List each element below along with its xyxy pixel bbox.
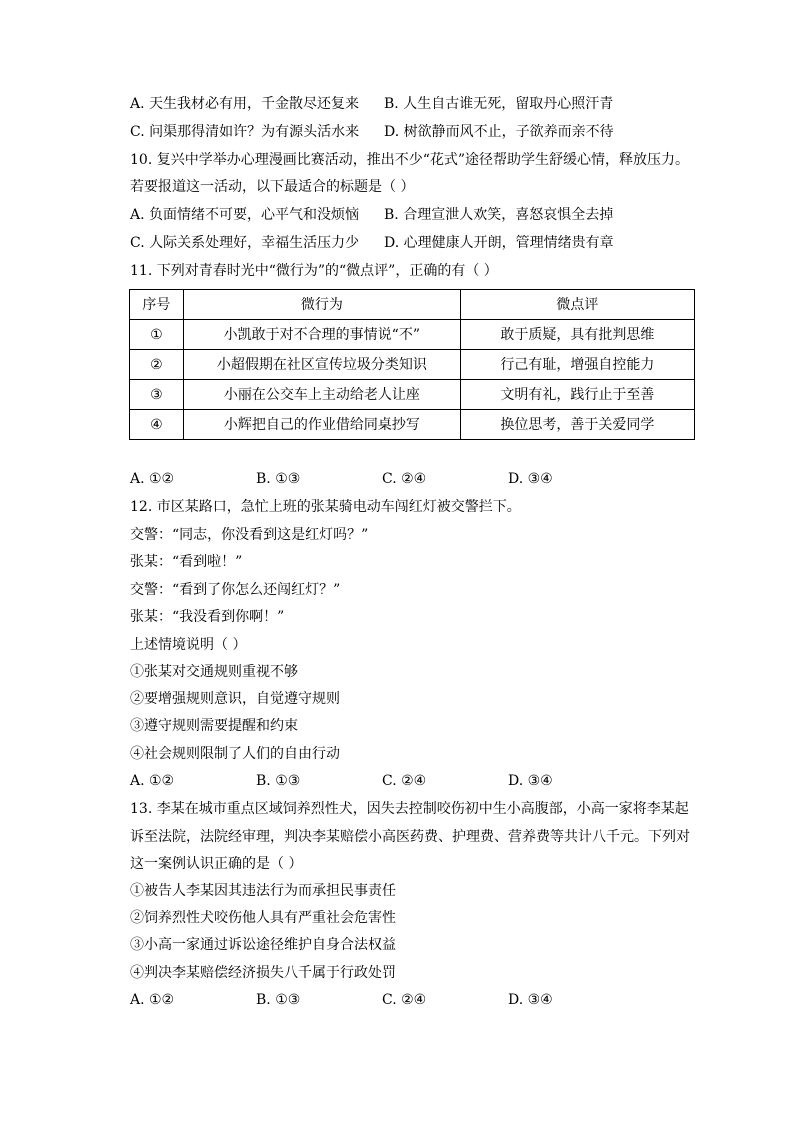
table-cell-behavior: 小丽在公交车上主动给老人让座: [183, 380, 460, 410]
q11-option-d: D. ③④: [508, 471, 553, 487]
table-header-comment: 微点评: [460, 290, 694, 320]
q12-dialogue-1: 交警：“同志，你没看到这是红灯吗？”: [130, 527, 369, 543]
table-row: [130, 380, 695, 410]
q12-stem: 12. 市区某路口，急忙上班的张某骑电动车闯红灯被交警拦下。: [130, 499, 521, 515]
table-header-index: 序号: [130, 290, 184, 320]
table-header-behavior: 微行为: [183, 290, 460, 320]
q9-option-d: D. 树欲静而风不止，子欲养而亲不待: [384, 124, 614, 140]
q13-stem-line2: 诉至法院，法院经审理，判决李某赔偿小高医药费、护理费、营养费等共计八千元。下列对: [130, 829, 690, 845]
q10-option-c: C. 人际关系处理好，幸福生活压力少: [130, 235, 360, 251]
q13-statement-1: ①被告人李某因其违法行为而承担民事责任: [130, 883, 396, 899]
table-cell-comment: 文明有礼，践行止于至善: [460, 380, 694, 410]
table-cell-comment: 换位思考，善于关爱同学: [460, 410, 694, 440]
q12-statement-2: ②要增强规则意识，自觉遵守规则: [130, 691, 340, 707]
table-cell-comment: 行己有耻，增强自控能力: [460, 350, 694, 380]
table-cell-index: ①: [130, 320, 184, 350]
table-cell-index: ②: [130, 350, 184, 380]
q12-option-d: D. ③④: [508, 773, 553, 789]
q13-option-a: A. ①②: [130, 992, 175, 1008]
q10-option-b: B. 合理宣泄人欢笑，喜怒哀惧全去掉: [384, 207, 614, 223]
q10-stem-line2: 若要报道这一活动，以下最适合的标题是（ ）: [130, 179, 415, 195]
q13-statement-4: ④判决李某赔偿经济损失八千属于行政处罚: [130, 965, 396, 981]
q12-dialogue-4: 张某：“我没看到你啊！”: [130, 609, 285, 625]
q12-dialogue-3: 交警：“看到了你怎么还闯红灯？”: [130, 582, 341, 598]
q12-option-c: C. ②④: [382, 773, 427, 789]
table-cell-behavior: 小辉把自己的作业借给同桌抄写: [183, 410, 460, 440]
q13-stem-line1: 13. 李某在城市重点区域饲养烈性犬，因失去控制咬伤初中生小高腹部，小高一家将李某起: [130, 801, 689, 817]
q13-option-c: C. ②④: [382, 992, 427, 1008]
q12-statement-1: ①张某对交通规则重视不够: [130, 664, 298, 680]
q9-option-a: A. 天生我材必有用，千金散尽还复来: [130, 96, 360, 112]
q12-option-a: A. ①②: [130, 773, 175, 789]
q11-option-b: B. ①③: [256, 471, 301, 487]
q13-option-b: B. ①③: [256, 992, 301, 1008]
q9-option-b: B. 人生自古谁无死，留取丹心照汗青: [384, 96, 614, 112]
q13-option-d: D. ③④: [508, 992, 553, 1008]
table-header-row: [130, 290, 695, 320]
q9-option-c: C. 问渠那得清如许？为有源头活水来: [130, 124, 360, 140]
micro-behavior-table: [129, 289, 695, 440]
q13-statement-3: ③小高一家通过诉讼途径维护自身合法权益: [130, 937, 396, 953]
q10-option-a: A. 负面情绪不可要，心平气和没烦恼: [130, 207, 360, 223]
table-cell-comment: 敢于质疑，具有批判思维: [460, 320, 694, 350]
q11-stem: 11. 下列对青春时光中“微行为”的“微点评”，正确的有（ ）: [130, 263, 498, 279]
q11-option-c: C. ②④: [382, 471, 427, 487]
q12-statement-4: ④社会规则限制了人们的自由行动: [130, 746, 340, 762]
table-cell-behavior: 小超假期在社区宣传垃圾分类知识: [183, 350, 460, 380]
table-cell-behavior: 小凯敢于对不合理的事情说“不”: [183, 320, 460, 350]
q12-dialogue-2: 张某：“看到啦！”: [130, 554, 243, 570]
q11-option-a: A. ①②: [130, 471, 175, 487]
table-row: [130, 350, 695, 380]
q12-statement-3: ③遵守规则需要提醒和约束: [130, 718, 298, 734]
q10-stem-line1: 10. 复兴中学举办心理漫画比赛活动，推出不少“花式”途径帮助学生舒缓心情，释放压力。: [130, 152, 690, 168]
table-cell-index: ③: [130, 380, 184, 410]
q12-question: 上述情境说明（ ）: [130, 637, 247, 653]
q10-option-d: D. 心理健康人开朗，管理情绪贵有章: [384, 235, 614, 251]
table-row: [130, 410, 695, 440]
table-cell-index: ④: [130, 410, 184, 440]
q12-option-b: B. ①③: [256, 773, 301, 789]
table-row: [130, 320, 695, 350]
q13-statement-2: ②饲养烈性犬咬伤他人具有严重社会危害性: [130, 910, 396, 926]
q13-stem-line3: 这一案例认识正确的是（ ）: [130, 856, 303, 872]
